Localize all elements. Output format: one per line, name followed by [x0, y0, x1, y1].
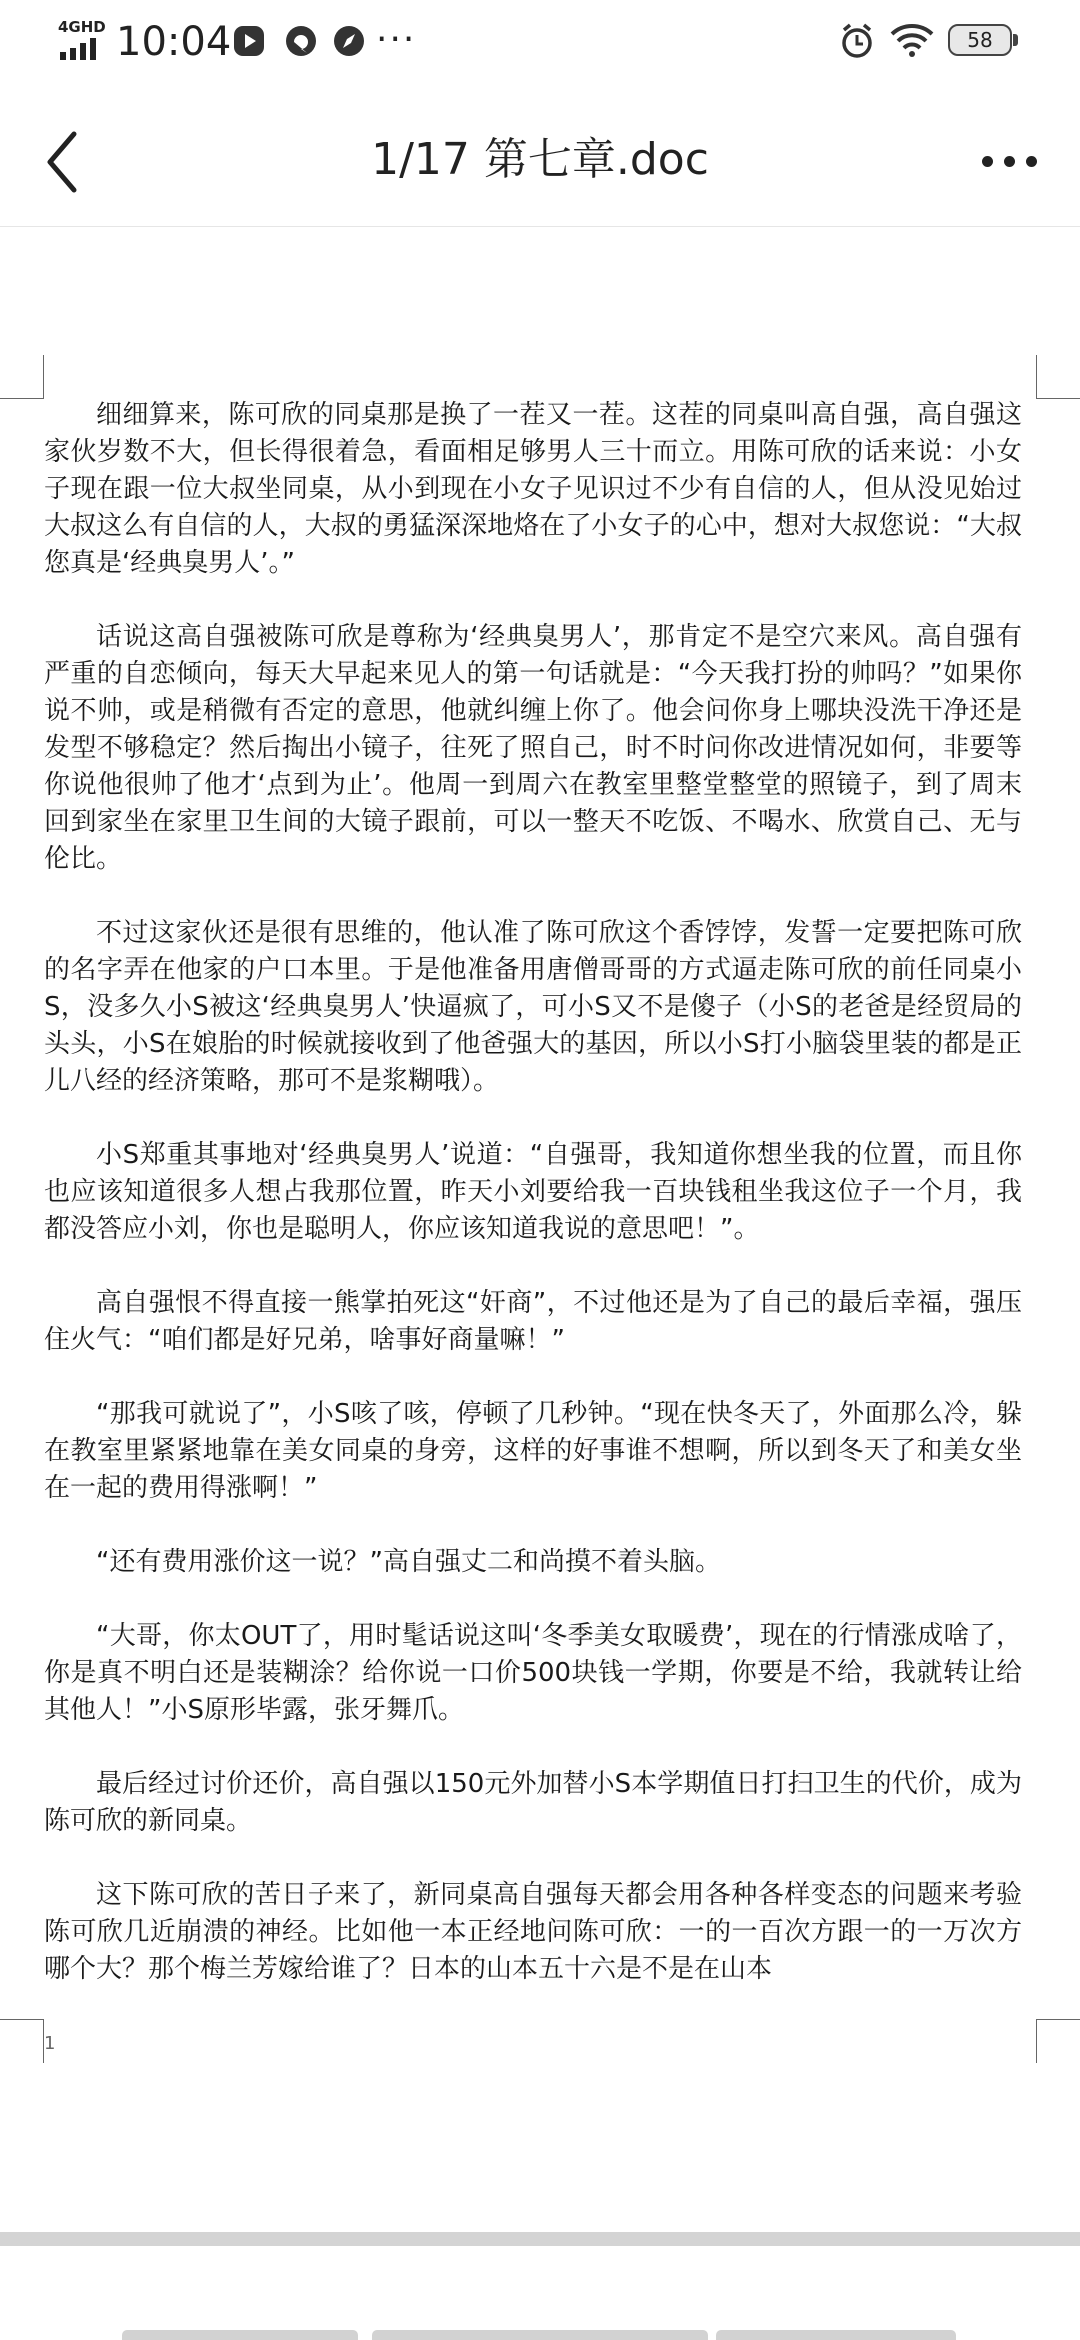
paragraph: “还有费用涨价这一说？”高自强丈二和尚摸不着头脑。 — [96, 1547, 721, 1577]
paragraph: “那我可就说了”，小S咳了咳，停顿了几秒钟。“现在快冬天了，外面那么冷，躲在教室里紧紧地靠在美女同桌的身旁，这样的好事谁不想啊，所以到冬天了和美女坐在一起的费用得涨啊！” — [44, 1399, 1022, 1503]
document-title: 1/17 第七章.doc — [371, 134, 709, 185]
more-notifications-indicator: ··· — [376, 19, 417, 60]
battery-icon — [948, 24, 1020, 58]
page-number: 1 — [44, 2033, 56, 2054]
paragraph: 不过这家伙还是很有思维的，他认准了陈可欣这个香饽饽，发誓一定要把陈可欣的名字弄在他家的户口本里。于是他准备用唐僧哥哥的方式逼走陈可欣的前任同桌小S，没多久小S被这‘经典臭男人’快逼疯了，可小S又不是傻子（小S的老爸是经贸局的头头，小S在娘胎的时候就接收到了他爸强大的基因，所以小S打小脑袋里装的都是正儿八经的经济策略，那可不是浆糊哦）。 — [44, 918, 1022, 1096]
title-bar — [0, 84, 1080, 227]
wifi-icon — [890, 22, 934, 62]
more-dot-icon — [1004, 156, 1015, 167]
paragraph: 话说这高自强被陈可欣是尊称为‘经典臭男人’，那肯定不是空穴来风。高自强有严重的自恋倾向，每天大早起来见人的第一句话就是：“今天我打扮的帅吗？”如果你说不帅，或是稍微有否定的意思，他就纠缠上你了。他会问你身上哪块没洗干净还是发型不够稳定？然后掏出小镜子，往死了照自己，时不时问你改进情况如何，非要等你说他很帅了他才‘点到为止’。他周一到周六在教室里整堂整堂的照镜子，到了周末回到家坐在家里卫生间的大镜子跟前，可以一整天不吃饭、不喝水、欣赏自己、无与伦比。 — [44, 622, 1022, 874]
page-divider — [0, 2232, 1080, 2246]
more-dot-icon — [982, 156, 993, 167]
paragraph: 小S郑重其事地对‘经典臭男人’说道：“自强哥，我知道你想坐我的位置，而且你也应该知道很多人想占我那位置，昨天小刘要给我一百块钱租坐我这位子一个月，我都没答应小刘，你也是聪明人，你应该知道我说的意思吧！”。 — [44, 1140, 1022, 1244]
back-button[interactable] — [34, 124, 94, 200]
crop-mark-top-left — [0, 355, 44, 399]
battery-tip — [1013, 34, 1018, 46]
battery-level: 58 — [948, 24, 1012, 56]
cellular-signal-icon — [58, 18, 108, 62]
document-body — [44, 397, 1022, 2017]
crop-mark-top-right — [1036, 355, 1080, 399]
crop-mark-bottom-right — [1036, 2019, 1080, 2063]
document-page[interactable] — [0, 227, 1080, 2217]
nav-indicator-center[interactable] — [372, 2330, 708, 2340]
nav-indicator-right[interactable] — [716, 2330, 956, 2340]
paragraph: 细细算来，陈可欣的同桌那是换了一茬又一茬。这茬的同桌叫高自强，高自强这家伙岁数不大，但长得很着急，看面相足够男人三十而立。用陈可欣的话来说：小女子现在跟一位大叔坐同桌，从小到现在小女子见识过不少有自信的人，但从没见始过大叔这么有自信的人，大叔的勇猛深深地烙在了小女子的心中，想对大叔您说：“大叔您真是‘经典臭男人’。” — [44, 400, 1022, 578]
alarm-clock-icon — [838, 22, 876, 64]
paragraph: 高自强恨不得直接一熊掌拍死这“奸商”，不过他还是为了自己的最后幸福，强压住火气：“咱们都是好兄弟，啥事好商量嘛！” — [44, 1288, 1022, 1355]
paragraph: 最后经过讨价还价，高自强以150元外加替小S本学期值日打扫卫生的代价，成为陈可欣的新同桌。 — [44, 1769, 1022, 1836]
video-play-icon — [232, 24, 266, 58]
bottom-bar — [0, 2246, 1080, 2340]
network-type-label: 4GHD — [58, 18, 106, 36]
crop-mark-bottom-left — [0, 2019, 44, 2063]
paragraph: “大哥，你太OUT了，用时髦话说这叫‘冬季美女取暖费’，现在的行情涨成啥了，你是真不明白还是装糊涂？给你说一口价500块钱一学期，你要是不给，我就转让给其他人！”小S原形毕露，张牙舞爪。 — [44, 1621, 1022, 1725]
chevron-left-icon — [34, 124, 94, 200]
status-time: 10:04 — [116, 19, 232, 65]
more-options-button[interactable] — [978, 134, 1042, 190]
compass-app-icon — [332, 24, 366, 58]
nav-indicator-left[interactable] — [122, 2330, 358, 2340]
message-bubble-icon — [284, 24, 318, 58]
paragraph: 这下陈可欣的苦日子来了，新同桌高自强每天都会用各种各样变态的问题来考验陈可欣几近崩溃的神经。比如他一本正经地问陈可欣：一的一百次方跟一的一万次方哪个大？那个梅兰芳嫁给谁了？日本的山本五十六是不是在山本 — [44, 1880, 1022, 1984]
status-bar — [0, 0, 1080, 84]
more-dot-icon — [1026, 156, 1037, 167]
